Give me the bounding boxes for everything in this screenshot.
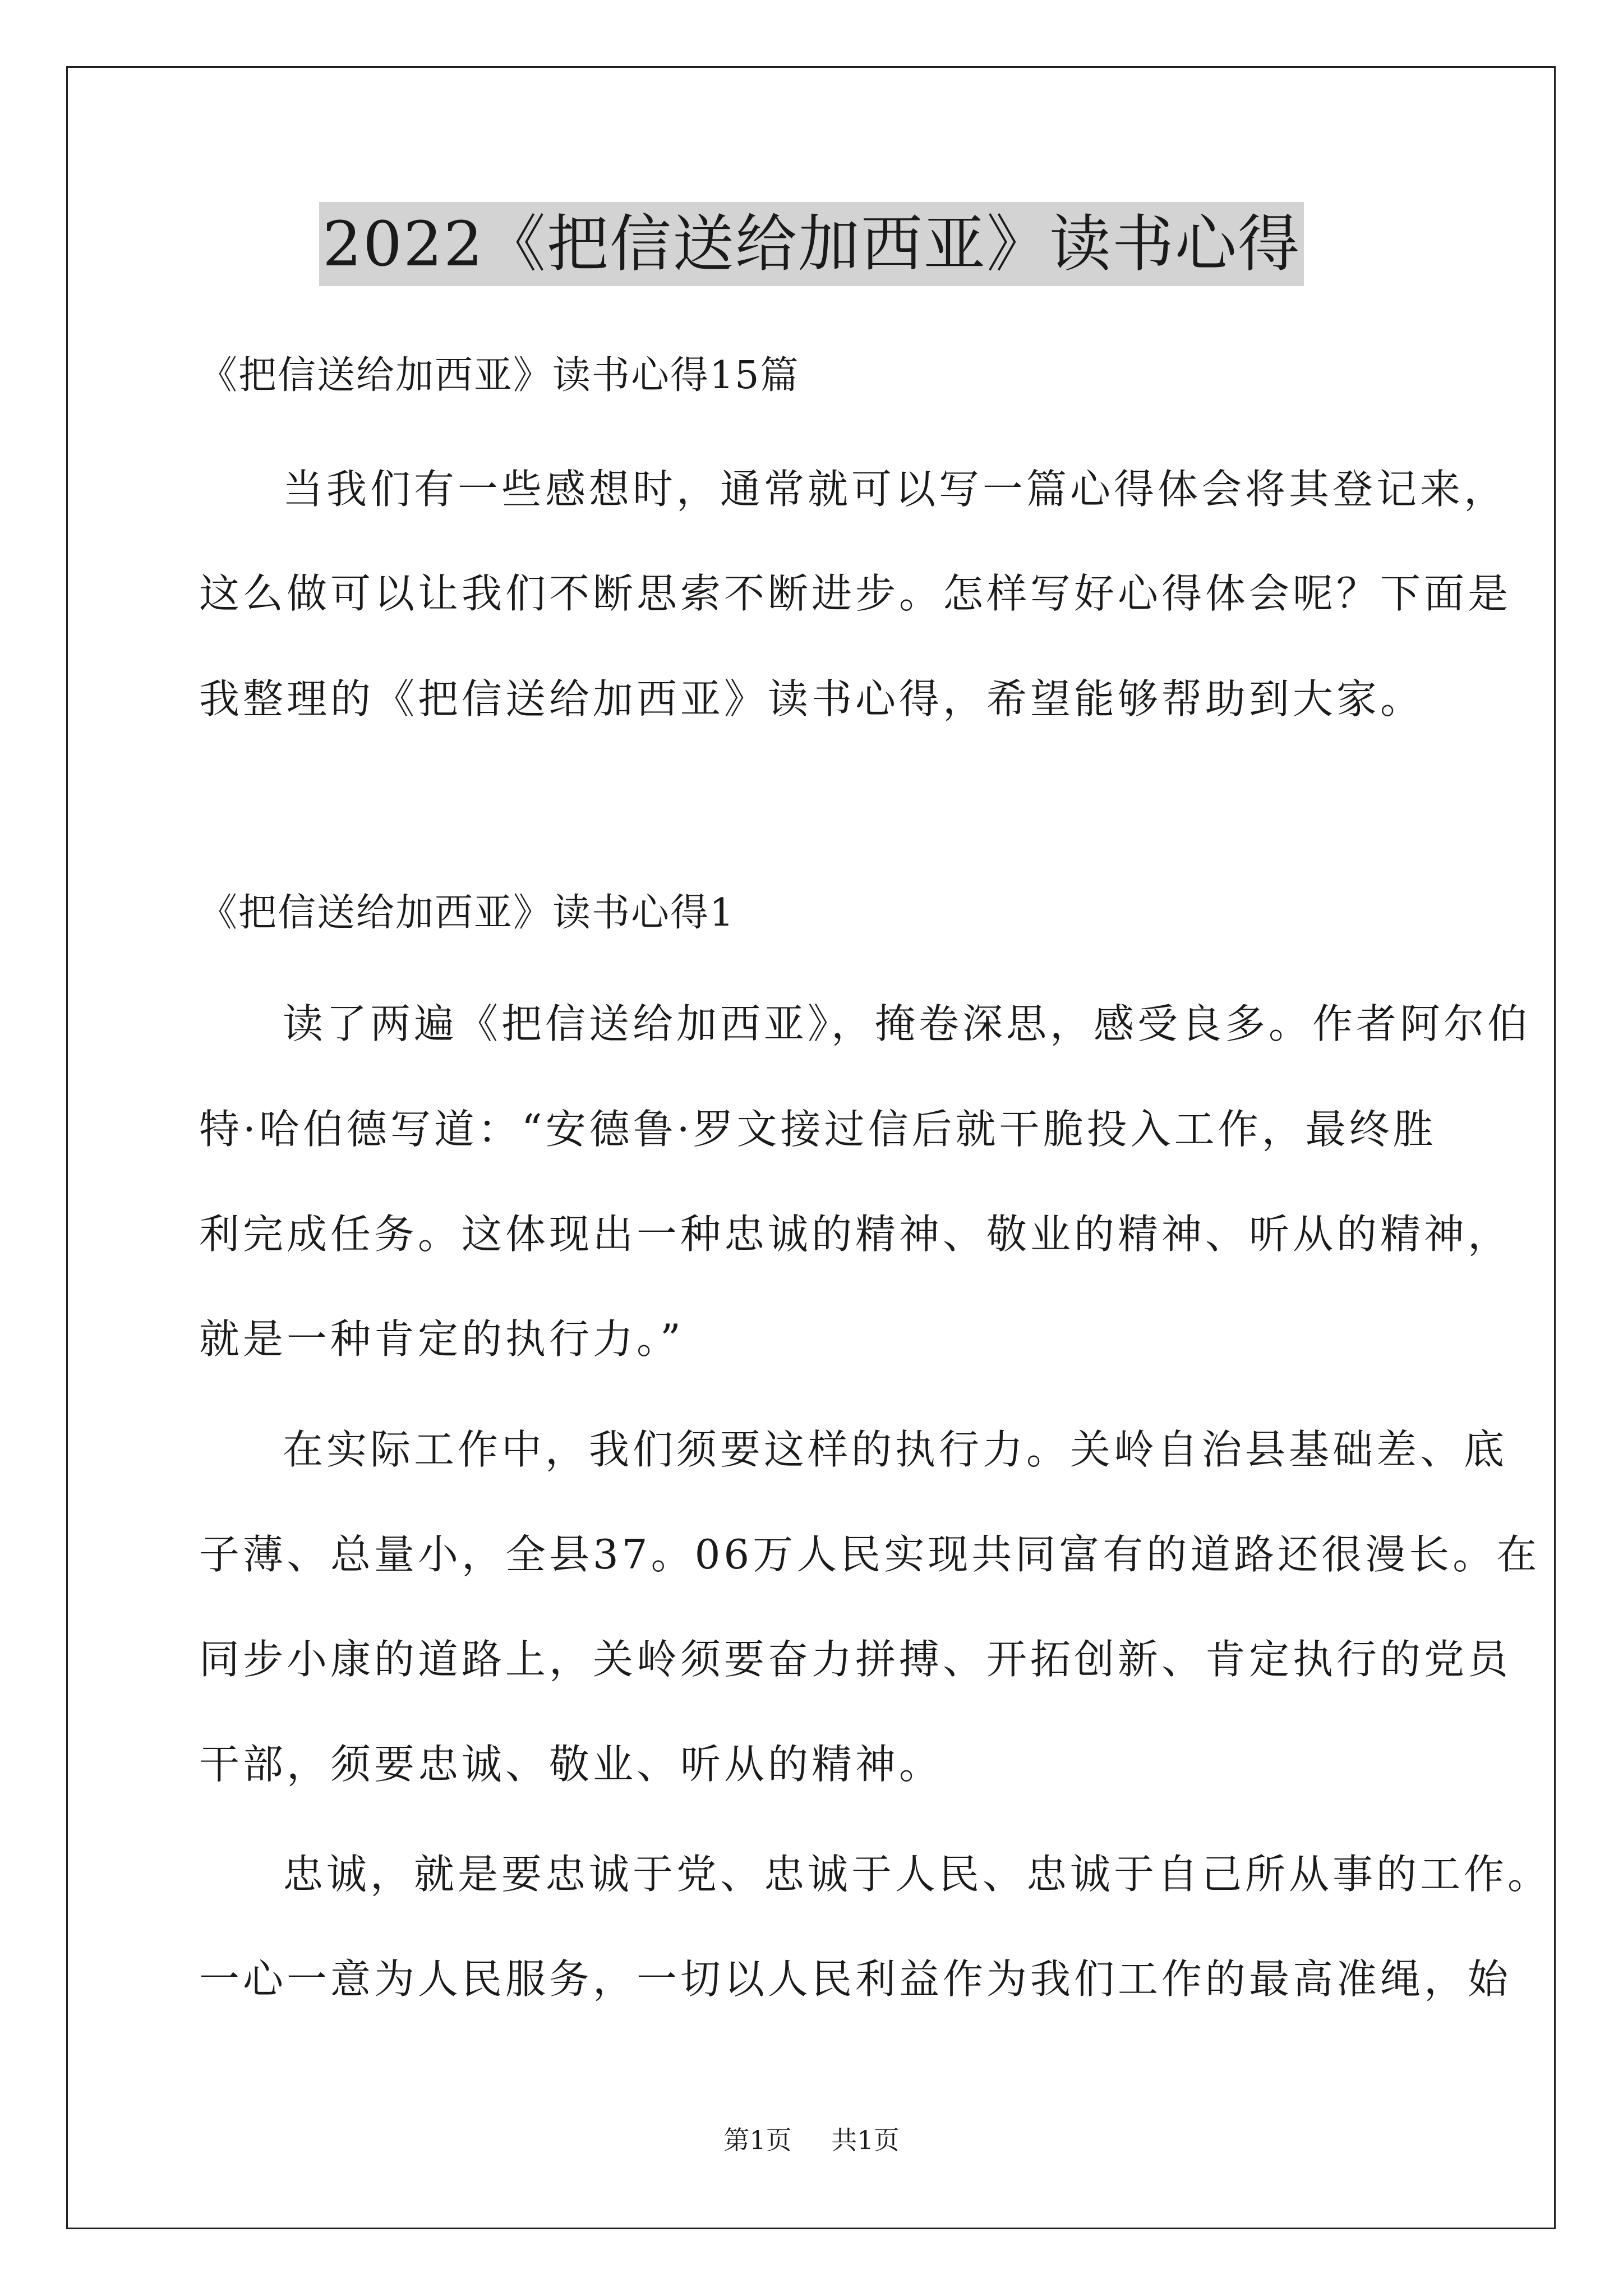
paragraph1-line-2: 特·哈伯德写道：“安德鲁·罗文接过信后就干脆投入工作，最终胜 [199, 1106, 1437, 1153]
page-total: 共1页 [831, 2125, 900, 2155]
paragraph2-line-4: 干部，须要忠诚、敬业、听从的精神。 [199, 1741, 943, 1788]
paragraph2-line-2: 子薄、总量小，全县37。06万人民实现共同富有的道路还很漫长。在 [199, 1531, 1541, 1578]
document-subtitle: 《把信送给加西亚》读书心得15篇 [199, 353, 800, 398]
paragraph1-line-1: 读了两遍《把信送给加西亚》，掩卷深思，感受良多。作者阿尔伯 [283, 1000, 1532, 1047]
paragraph2-line-1: 在实际工作中，我们须要这样的执行力。关岭自治县基础差、底 [283, 1426, 1508, 1473]
title-container [0, 202, 1623, 286]
paragraph1-line-4: 就是一种肯定的执行力。” [199, 1315, 684, 1363]
section-heading: 《把信送给加西亚》读书心得1 [199, 891, 735, 935]
paragraph3-line-2: 一心一意为人民服务，一切以人民利益作为我们工作的最高准绳，始 [199, 1955, 1512, 2003]
intro-line-2: 这么做可以让我们不断思索不断进步。怎样写好心得体会呢？下面是 [199, 570, 1512, 617]
paragraph1-line-3: 利完成任务。这体现出一种忠诚的精神、敬业的精神、听从的精神， [199, 1211, 1512, 1258]
paragraph3-line-1: 忠诚，就是要忠诚于党、忠诚于人民、忠诚于自己所从事的工作。 [283, 1851, 1552, 1898]
intro-line-3: 我整理的《把信送给加西亚》读书心得，希望能够帮助到大家。 [199, 675, 1424, 723]
document-title: 2022《把信送给加西亚》读书心得 [319, 202, 1304, 286]
page-number: 第1页 [723, 2125, 792, 2155]
paragraph2-line-3: 同步小康的道路上，关岭须要奋力拼搏、开拓创新、肯定执行的党员 [199, 1636, 1512, 1683]
page-footer [0, 2123, 1623, 2157]
intro-line-1: 当我们有一些感想时，通常就可以写一篇心得体会将其登记来， [283, 466, 1508, 513]
